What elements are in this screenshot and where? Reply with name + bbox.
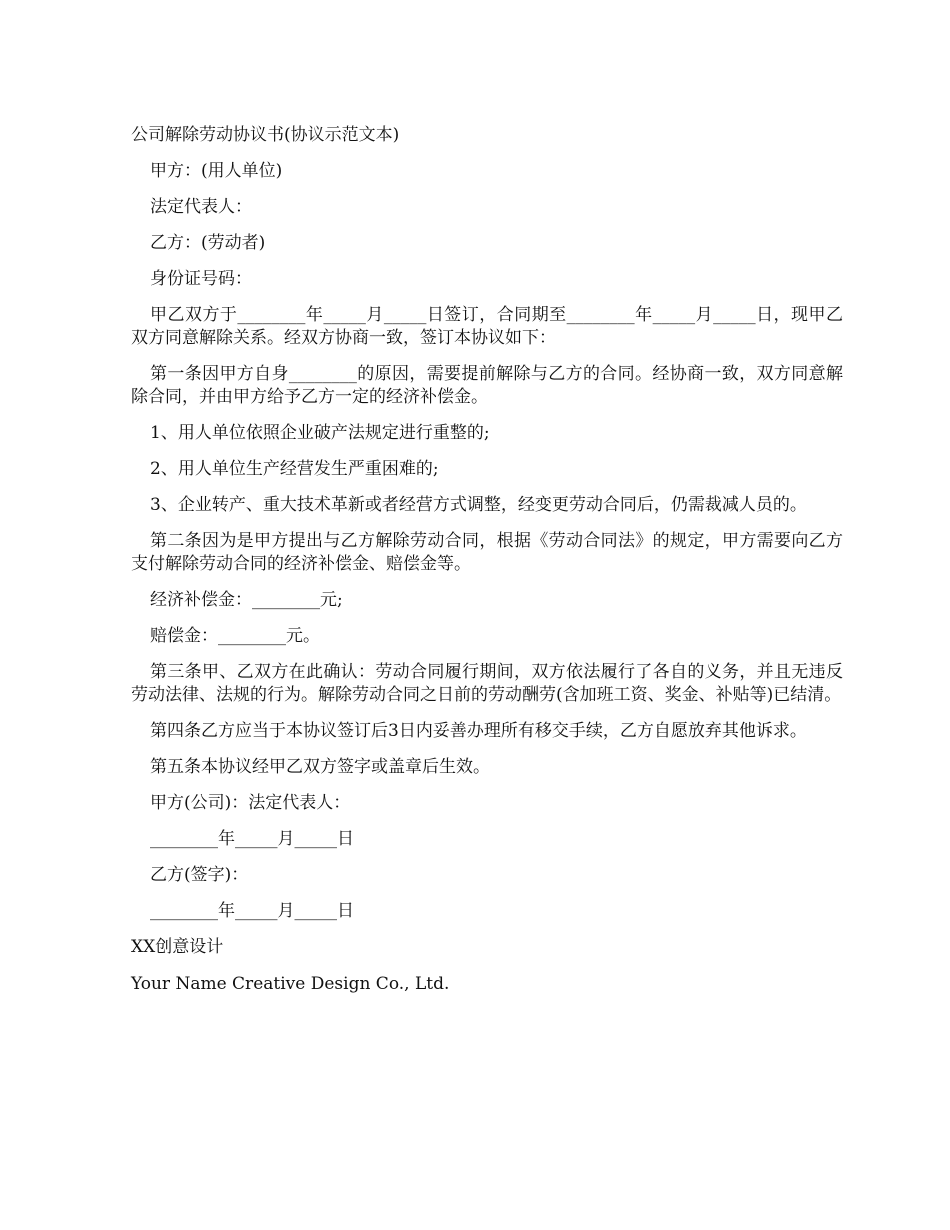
article-2: 第二条因为是甲方提出与乙方解除劳动合同，根据《劳动合同法》的规定，甲方需要向乙方支付解除劳动合同的经济补偿金、赔偿金等。 xyxy=(131,531,843,574)
legal-representative-line: 法定代表人： xyxy=(150,197,252,217)
damages-line: 赔偿金：________元。 xyxy=(150,626,320,646)
article-1: 第一条因甲方自身________的原因，需要提前解除与乙方的合同。经协商一致，双方同意解除合同，并由甲方给予乙方一定的经济补偿金。 xyxy=(131,364,843,407)
article-1-item-1: 1、用人单位依照企业破产法规定进行重整的; xyxy=(150,423,490,443)
company-name-en: Your Name Creative Design Co., Ltd. xyxy=(131,974,450,994)
article-1-item-3: 3、企业转产、重大技术革新或者经营方式调整，经变更劳动合同后，仍需裁减人员的。 xyxy=(150,495,807,515)
intro-paragraph: 甲乙双方于________年_____月_____日签订，合同期至________年_____月_____日，现甲乙双方同意解除关系。经双方协商一致，签订本协议如下： xyxy=(131,305,843,348)
party-a-date-line: ________年_____月_____日 xyxy=(150,829,354,849)
article-1-item-2: 2、用人单位生产经营发生严重困难的; xyxy=(150,459,439,479)
compensation-line: 经济补偿金：________元; xyxy=(150,590,343,610)
party-a-signature-line: 甲方(公司)：法定代表人： xyxy=(150,793,351,813)
party-a-line: 甲方：(用人单位) xyxy=(150,161,283,181)
party-b-line: 乙方：(劳动者) xyxy=(150,233,266,253)
id-number-line: 身份证号码： xyxy=(150,269,252,289)
document-body xyxy=(131,124,843,1010)
article-5: 第五条本协议经甲乙双方签字或盖章后生效。 xyxy=(150,757,490,777)
article-3: 第三条甲、乙双方在此确认：劳动合同履行期间，双方依法履行了各自的义务，并且无违反劳动法律、法规的行为。解除劳动合同之日前的劳动酬劳(含加班工资、奖金、补贴等)已结清。 xyxy=(131,662,843,705)
party-b-date-line: ________年_____月_____日 xyxy=(150,901,354,921)
article-4: 第四条乙方应当于本协议签订后3日内妥善办理所有移交手续，乙方自愿放弃其他诉求。 xyxy=(150,721,807,741)
document-title: 公司解除劳动协议书(协议示范文本) xyxy=(131,125,400,145)
party-b-signature-line: 乙方(签字)： xyxy=(150,865,249,885)
company-name-cn: XX创意设计 xyxy=(131,937,224,957)
